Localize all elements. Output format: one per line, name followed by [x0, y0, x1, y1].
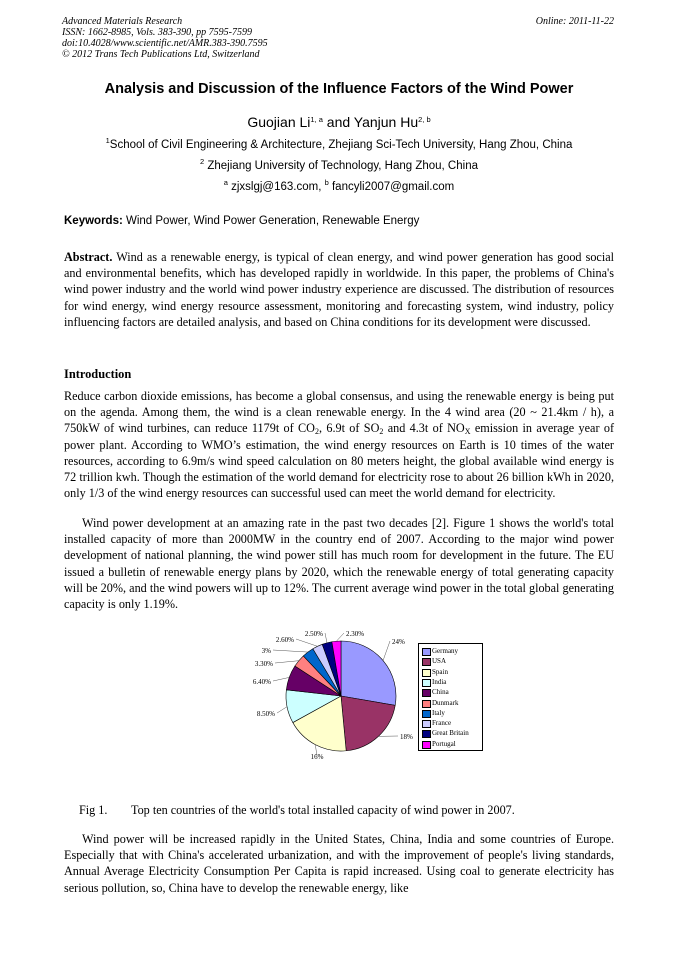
affiliation-2 [40, 157, 638, 172]
doi-line: doi:10.4028/www.scientific.net/AMR.383-390.7595 [62, 38, 268, 49]
email-a[interactable]: zjxslgj@163.com, [227, 181, 325, 193]
slice-label: 8.50% [256, 710, 275, 718]
introduction-heading: Introduction [64, 367, 132, 381]
journal-name: Advanced Materials Research [62, 16, 183, 27]
aff-1-text: School of Civil Engineering & Architecture, Zhejiang Sci-Tech University, Hang Zhou, China [109, 139, 573, 151]
author-2-sup: 2, b [418, 115, 431, 124]
leader-line [277, 707, 287, 713]
author-1-sup: 1, a [310, 115, 323, 124]
figure-caption-text: Top ten countries of the world's total installed capacity of wind power in 2007. [131, 803, 515, 817]
leader-line [273, 650, 308, 652]
p1-part-d: emission in average year of power plant. According to WMO’s estimation, the wind energy resources on Earth is 10 times of the water resources, according to 6.9m/s wind speed calculation on 80 meters height, the global available wind energy is 72 trillion kwh. Though the estimation of the world demand for electricity rose to about 26 billion kWh in 2020, only 1/3 of the wind energy resources can successful used can meet the world demand for electricity. [64, 421, 615, 501]
legend-swatch [422, 710, 431, 718]
abstract-label: Abstract. [64, 250, 113, 264]
leader-line [383, 641, 390, 661]
slice-label: 3% [261, 647, 271, 655]
p1-sub-3: X [464, 427, 471, 437]
email-b-sup: b [324, 178, 329, 187]
leader-line [336, 633, 344, 641]
copyright-line: © 2012 Trans Tech Publications Ltd, Switzerland [62, 49, 260, 60]
figure-label: Fig 1. [79, 803, 108, 817]
slice-label: 3.30% [254, 660, 273, 668]
legend-label: Great Britain [432, 729, 469, 738]
slice-label: 18% [400, 733, 413, 741]
aff-2-sup: 2 [200, 157, 205, 166]
p1-part-a: Reduce carbon dioxide emissions, has become a global consensus, and using the renewable energy is being put on the agenda. Among them, the wind is a clean renewable energy. In the 4 wind area (20 ~ 21.4km / h), a 750kW of wind turbines, can reduce 1179t of CO [64, 389, 614, 436]
intro-paragraph-1 [64, 388, 614, 501]
intro-paragraph-3: Wind power will be increased rapidly in the United States, China, India and some countries of Europe. Especially that with China's accelerated urbanization, and with the improvement of people's living standards, Annual Average Electricity Consumption Per Capita is rapid increased. Using coal to generate electricity has serious pollution, so, China have to develop the renewable energy, like [64, 832, 614, 895]
legend-label: Germany [432, 647, 459, 655]
legend-label: China [432, 688, 449, 697]
pie-slice-usa [341, 696, 395, 751]
email-line [40, 178, 638, 193]
chart-legend [418, 643, 483, 751]
intro-paragraph-2: Wind power development at an amazing rate in the past two decades [2]. Figure 1 shows the world's total installed capacity of more than 2000MW in the country end of 2007. According to the major wind power development of national planning, the wind power still has much room for development in the future. The EU issued a bulletin of renewable energy plans by 2020, which the renewable energy of total generating capacity will be 20%, and the wind powers will up to 12%. The current average wind power in the total global generating capacity is only 1.19%. [64, 516, 614, 612]
legend-swatch [422, 730, 431, 738]
author-1: Guojian Li [247, 114, 311, 130]
p1-sub-1: 2 [314, 427, 319, 437]
slice-label: 2.30% [346, 630, 365, 638]
pie-slice-germany [341, 641, 396, 705]
legend-swatch [422, 689, 431, 697]
legend-swatch [422, 679, 431, 687]
slice-label: 6.40% [252, 678, 271, 686]
p1-sub-2: 2 [379, 427, 384, 437]
legend-swatch [422, 658, 431, 666]
legend-swatch [422, 700, 431, 708]
keywords [64, 215, 419, 227]
affiliation-1 [40, 136, 638, 151]
leader-line [296, 639, 317, 646]
slice-label: 2.60% [275, 636, 294, 644]
leader-line [273, 677, 289, 681]
abstract-text: Wind as a renewable energy, is typical of clean energy, and wind power generation has good social and environmental benefits, which has developed rapidly in worldwide. In this paper, the problems of China's wind power industry and the world wind power industry experience are discussed. The distribution of resources for wind energy, wind energy resource assessment, monitoring and forecasting system, wind industry, policy influencing factors are detailed analysis, and based on China conditions for its development were discussed. [64, 250, 614, 329]
leader-line [275, 661, 299, 663]
online-date: Online: 2011-11-22 [535, 16, 614, 27]
author-2: and Yanjun Hu [326, 114, 419, 130]
legend-label: India [432, 677, 447, 686]
email-b[interactable]: fancyli2007@gmail.com [328, 181, 455, 193]
author-line [40, 114, 638, 130]
journal-header [62, 16, 268, 60]
legend-label: Portugal [432, 739, 456, 748]
legend-swatch [422, 720, 431, 728]
p1-part-c: and 4.3t of NO [383, 421, 465, 436]
p1-part-b: , 6.9t of SO [318, 421, 380, 436]
aff-1-sup: 1 [105, 136, 110, 145]
legend-swatch [422, 741, 431, 749]
legend-label: France [432, 719, 452, 728]
legend-label: USA [432, 657, 447, 666]
slice-label: 24% [392, 638, 405, 646]
legend-label: Spain [432, 667, 448, 676]
legend-swatch [422, 648, 431, 656]
figure-caption [79, 803, 515, 818]
keywords-text: Wind Power, Wind Power Generation, Renewable Energy [122, 215, 420, 227]
slice-label: 2.50% [304, 630, 323, 638]
legend-swatch [422, 669, 431, 677]
email-a-sup: a [223, 178, 228, 187]
leader-line [325, 633, 327, 643]
legend-label: Italy [432, 708, 445, 717]
abstract [64, 249, 614, 330]
slice-label: 16% [310, 753, 324, 761]
keywords-label: Keywords: [64, 215, 123, 227]
paper-title: Analysis and Discussion of the Influence Factors of the Wind Power [104, 81, 574, 97]
legend-label: Dunmark [432, 698, 459, 707]
issn-line: ISSN: 1662-8985, Vols. 383-390, pp 7595-7599 [62, 27, 252, 38]
aff-2-text: Zhejiang University of Technology, Hang Zhou, China [204, 160, 478, 172]
